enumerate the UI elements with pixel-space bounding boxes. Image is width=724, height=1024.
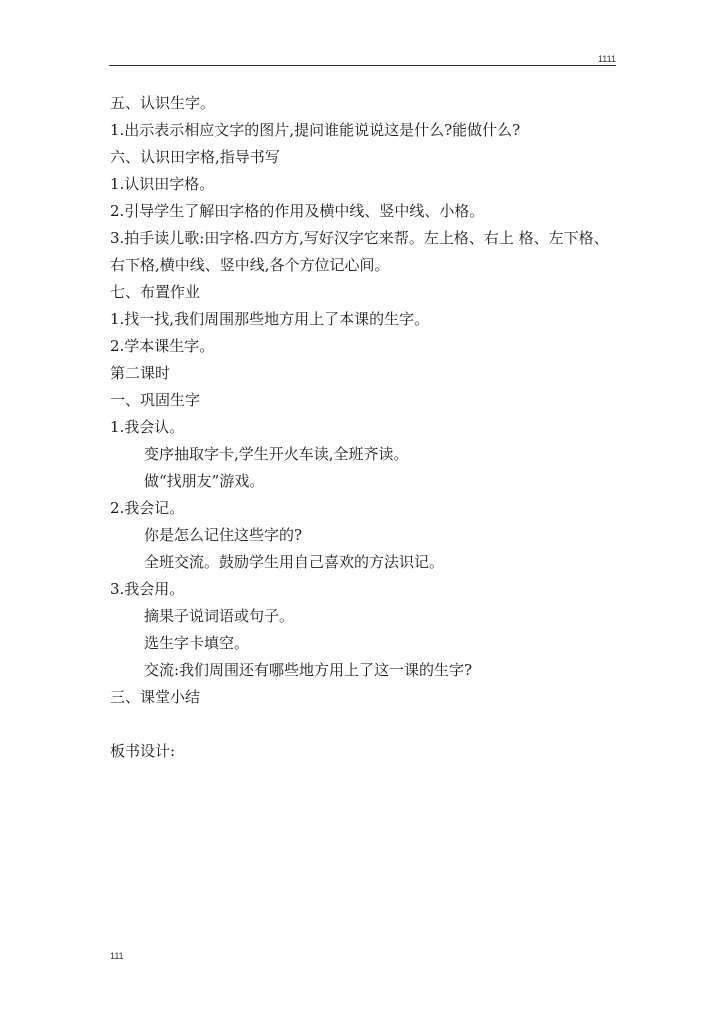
- section-heading: 五、认识生字。: [110, 94, 216, 112]
- blank-line: [110, 711, 620, 738]
- indented-item: 摘果子说词语或句子。: [144, 607, 295, 625]
- header-page-label: 1111: [597, 54, 616, 64]
- section-heading: 三、课堂小结: [110, 688, 201, 706]
- indented-item: 做“找朋友”游戏。: [144, 472, 265, 490]
- list-item: 1.我会认。: [110, 418, 185, 436]
- indented-item: 全班交流。鼓励学生用自己喜欢的方法识记。: [144, 553, 445, 571]
- board-design-label: 板书设计:: [110, 742, 176, 760]
- section-heading: 六、认识田字格,指导书写: [110, 148, 280, 166]
- list-item: 1.认识田字格。: [110, 175, 215, 193]
- footer-page-number: 111: [110, 951, 124, 961]
- list-item: 1.出示表示相应文字的图片,提问谁能说说这是什么?能做什么?: [110, 121, 521, 139]
- lesson-heading: 第二课时: [110, 364, 171, 382]
- indented-item: 变序抽取字卡,学生开火车读,全班齐读。: [144, 445, 409, 463]
- indented-item: 你是怎么记住这些字的?: [144, 526, 303, 544]
- list-item: 3.拍手读儿歌:田字格.四方方,写好汉字它来帮。左上格、右上 格、左下格、右下格,横中线、竖中线,各个方位记心间。: [110, 229, 609, 274]
- indented-item: 选生字卡填空。: [144, 634, 250, 652]
- document-body: [110, 90, 620, 765]
- header-rule: [109, 65, 616, 66]
- list-item: 1.找一找,我们周围那些地方用上了本课的生字。: [110, 310, 430, 328]
- section-heading: 七、布置作业: [110, 283, 201, 301]
- list-item: 2.学本课生字。: [110, 337, 215, 355]
- list-item: 3.我会用。: [110, 580, 185, 598]
- list-item: 2.我会记。: [110, 499, 185, 517]
- section-heading: 一、巩固生字: [110, 391, 201, 409]
- list-item: 2.引导学生了解田字格的作用及横中线、竖中线、小格。: [110, 202, 485, 220]
- indented-item: 交流:我们周围还有哪些地方用上了这一课的生字?: [144, 661, 473, 679]
